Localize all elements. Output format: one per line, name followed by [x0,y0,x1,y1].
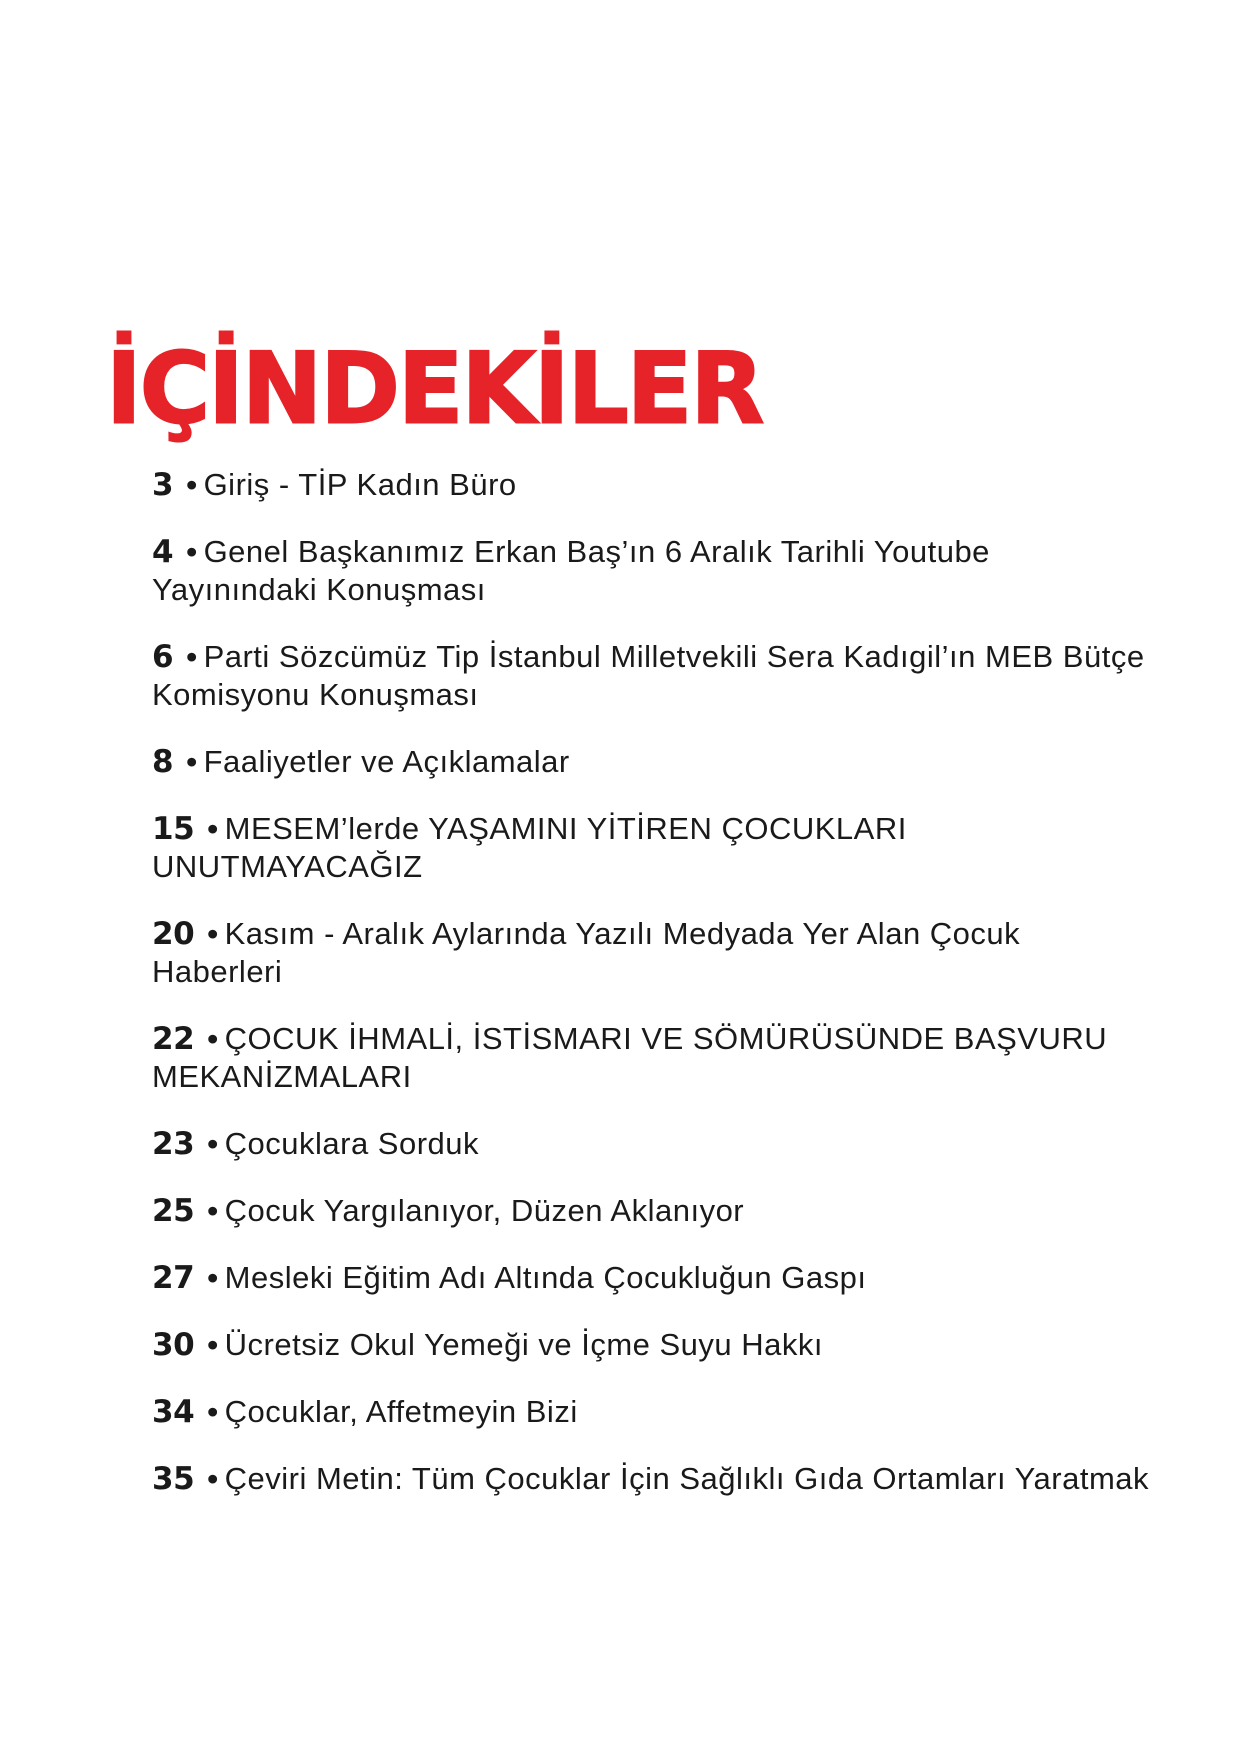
toc-page-number: 20 [152,916,195,952]
toc-page-number: 22 [152,1021,195,1057]
toc-item [152,533,1152,609]
toc-item [152,1125,1152,1163]
bullet-separator: • [186,639,198,674]
toc-item [152,1259,1152,1297]
bullet-separator: • [207,1461,219,1496]
bullet-separator: • [207,811,219,846]
bullet-separator: • [186,744,198,779]
toc-item [152,810,1152,886]
toc-title: Mesleki Eğitim Adı Altında Çocukluğun Gaspı [224,1260,867,1295]
toc-title: Genel Başkanımız Erkan Baş’ın 6 Aralık Tarihli Youtube Yayınındaki Konuşması [152,534,990,607]
toc-item [152,638,1152,714]
toc-page-number: 30 [152,1327,195,1363]
bullet-separator: • [207,1021,219,1056]
toc-title: Parti Sözcümüz Tip İstanbul Milletvekili Sera Kadıgil’ın MEB Bütçe Komisyonu Konuşması [152,639,1145,712]
toc-title: Çocuklara Sorduk [224,1126,480,1161]
toc-item [152,1192,1152,1230]
bullet-separator: • [207,1126,219,1161]
page-title: İÇİNDEKİLER [106,331,763,447]
bullet-separator: • [186,534,198,569]
toc-page-number: 8 [152,744,174,780]
toc-page-number: 23 [152,1126,195,1162]
toc-title: Çocuk Yargılanıyor, Düzen Aklanıyor [224,1193,745,1228]
toc-item [152,1326,1152,1364]
toc-page-number: 34 [152,1394,195,1430]
toc-page-number: 35 [152,1461,195,1497]
toc-page-number: 6 [152,639,174,675]
toc-page-number: 4 [152,534,174,570]
toc-item [152,1393,1152,1431]
toc-page-number: 25 [152,1193,195,1229]
toc-page-number: 3 [152,467,174,503]
toc-title: Çocuklar, Affetmeyin Bizi [224,1394,578,1429]
toc-item [152,743,1152,781]
toc-title: Çeviri Metin: Tüm Çocuklar İçin Sağlıklı Gıda Ortamları Yaratmak [224,1461,1150,1496]
bullet-separator: • [207,1260,219,1295]
toc-item [152,1020,1152,1096]
toc-item [152,1460,1152,1498]
table-of-contents [152,466,1152,1527]
bullet-separator: • [207,1193,219,1228]
toc-title: Kasım - Aralık Aylarında Yazılı Medyada Yer Alan Çocuk Haberleri [152,916,1021,989]
bullet-separator: • [207,1394,219,1429]
toc-title: Giriş - TİP Kadın Büro [203,467,517,502]
toc-title: Faaliyetler ve Açıklamalar [203,744,570,779]
bullet-separator: • [207,1327,219,1362]
toc-page-number: 15 [152,811,195,847]
bullet-separator: • [207,916,219,951]
toc-title: MESEM’lerde YAŞAMINI YİTİREN ÇOCUKLARI UNUTMAYACAĞIZ [152,811,907,884]
toc-page-number: 27 [152,1260,195,1296]
toc-item [152,915,1152,991]
toc-item [152,466,1152,504]
toc-title: Ücretsiz Okul Yemeği ve İçme Suyu Hakkı [224,1327,824,1362]
toc-title: ÇOCUK İHMALİ, İSTİSMARI VE SÖMÜRÜSÜNDE BAŞVURU MEKANİZMALARI [152,1021,1108,1094]
bullet-separator: • [186,467,198,502]
